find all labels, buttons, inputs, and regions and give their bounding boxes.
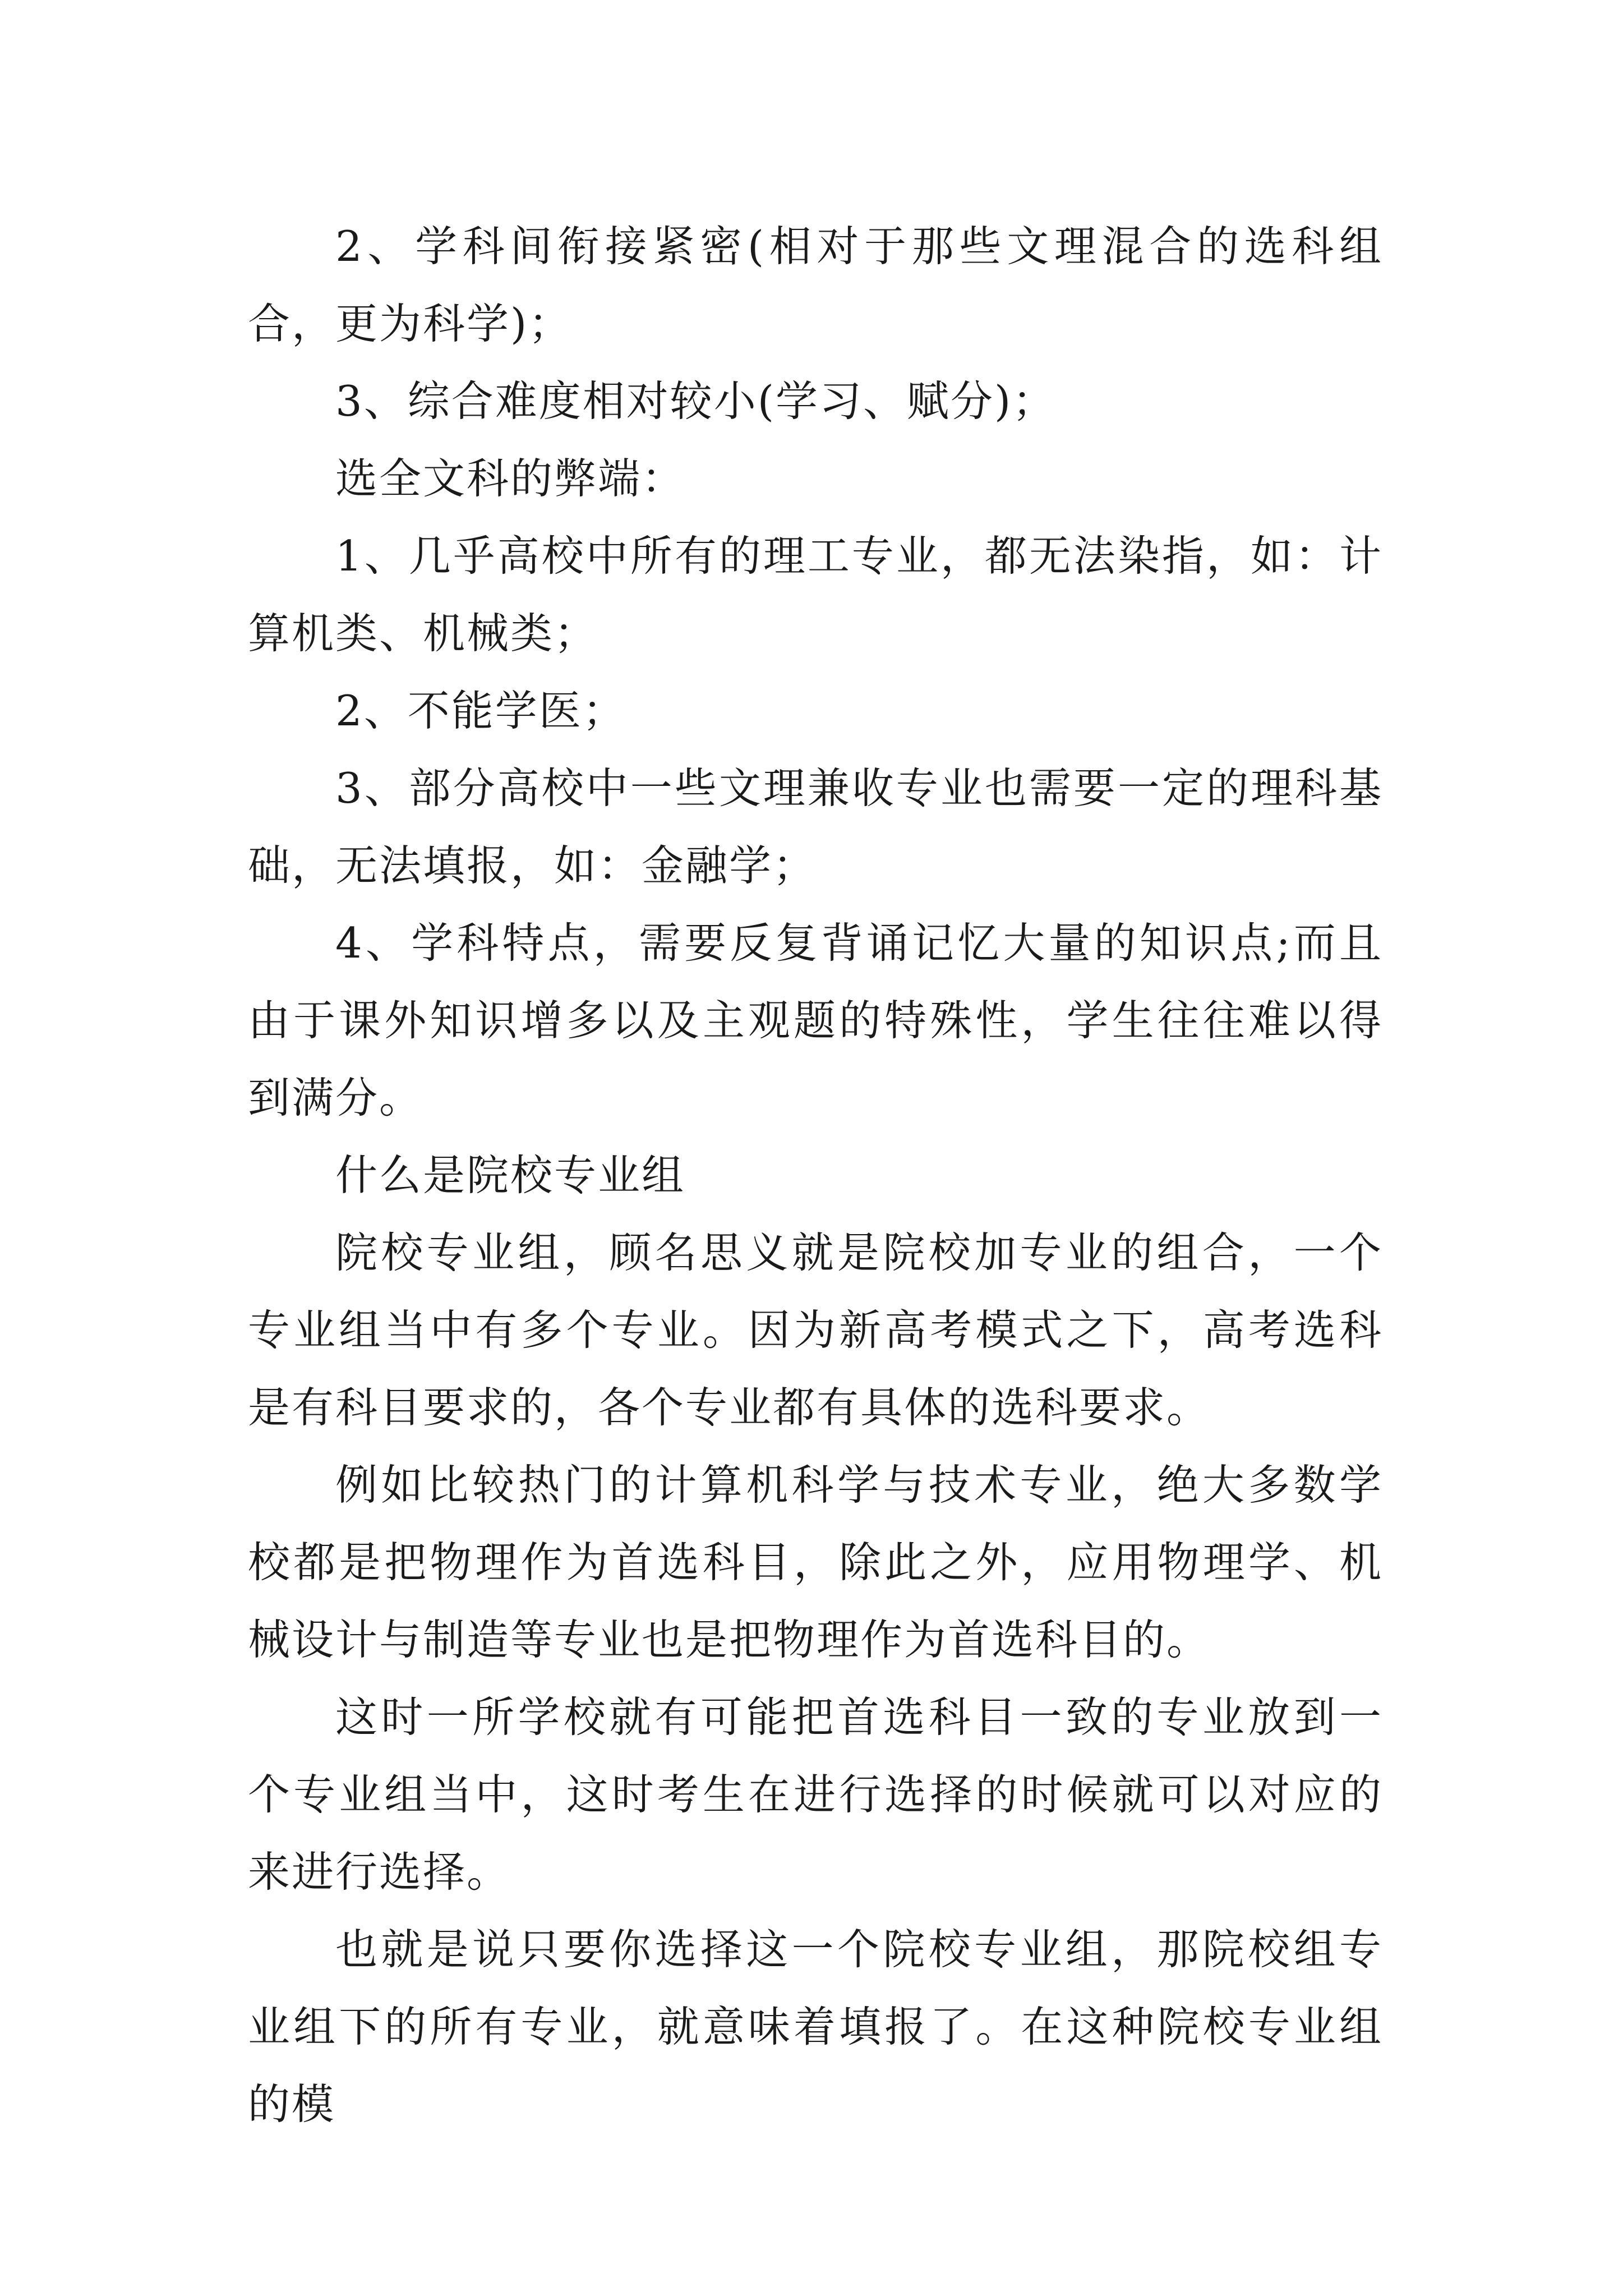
paragraph: 4、学科特点，需要反复背诵记忆大量的知识点;而且由于课外知识增多以及主观题的特殊性，学生往往难以得到满分。 — [248, 918, 1383, 1122]
section-heading: 什么是院校专业组 — [335, 1151, 686, 1200]
paragraph: 1、几乎高校中所有的理工专业，都无法染指，如：计算机类、机械类； — [248, 531, 1383, 658]
paragraph: 这时一所学校就有可能把首选科目一致的专业放到一个专业组当中，这时考生在进行选择的时候就可以对应的来进行选择。 — [248, 1692, 1383, 1897]
paragraph: 2、不能学医； — [335, 686, 626, 735]
paragraph: 3、综合难度相对较小(学习、赋分)； — [335, 376, 1057, 426]
paragraph: 院校专业组，顾名思义就是院校加专业的组合，一个专业组当中有多个专业。因为新高考模式之下，高考选科是有科目要求的，各个专业都有具体的选科要求。 — [248, 1228, 1383, 1432]
paragraph: 也就是说只要你选择这一个院校专业组，那院校组专业组下的所有专业，就意味着填报了。在这种院校专业组的模 — [248, 1925, 1383, 2129]
document-body — [248, 208, 1383, 2143]
paragraph: 2、学科间衔接紧密(相对于那些文理混合的选科组合，更为科学)； — [248, 222, 1383, 348]
paragraph: 3、部分高校中一些文理兼收专业也需要一定的理科基础，无法填报，如：金融学； — [248, 763, 1383, 890]
paragraph: 例如比较热门的计算机科学与技术专业，绝大多数学校都是把物理作为首选科目，除此之外，应用物理学、机械设计与制造等专业也是把物理作为首选科目的。 — [248, 1460, 1383, 1664]
section-heading: 选全文科的弊端： — [335, 454, 686, 503]
